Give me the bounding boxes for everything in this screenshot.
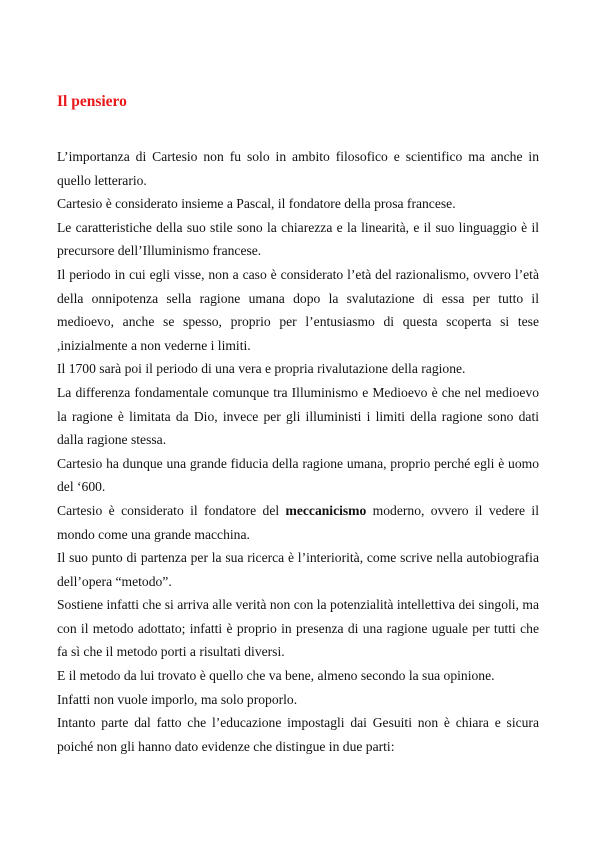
paragraph-5: Il 1700 sarà poi il periodo di una vera e propria rivalutazione della ragione. — [57, 361, 466, 377]
paragraph-9: Il suo punto di partenza per la sua ricerca è l’interiorità, come scrive nella autobiografia dell’opera “metodo”. — [57, 550, 539, 589]
paragraph-2: Cartesio è considerato insieme a Pascal, il fondatore della prosa francese. — [57, 196, 456, 212]
document-body — [57, 145, 539, 758]
paragraph-6: La differenza fondamentale comunque tra Illuminismo e Medioevo è che nel medioevo la ragione è limitata da Dio, invece per gli illuministi i limiti della ragione sono dati dalla ragione stessa. — [57, 384, 539, 448]
paragraph-7: Cartesio ha dunque una grande fiducia della ragione umana, proprio perché egli è uomo del ‘600. — [57, 455, 539, 495]
paragraph-4: Il periodo in cui egli visse, non a caso è considerato l’età del razionalismo, ovvero l’età della onnipotenza sella ragione umana dopo la svalutazione di essa per tutto il medioevo, anche se spesso, proprio per l’entusiasmo di questa scoperta si tese ,inizialmente a non vederne i limiti. — [57, 266, 539, 353]
bold-term-meccanicismo: meccanicismo — [285, 502, 367, 518]
paragraph-8-before: Cartesio è considerato il fondatore del — [57, 502, 286, 518]
page-title: Il pensiero — [57, 93, 127, 110]
paragraph-3: Le caratteristiche della suo stile sono la chiarezza e la linearità, e il suo linguaggio è il precursore dell’Illuminismo francese. — [57, 219, 539, 259]
paragraph-10: Sostiene infatti che si arriva alle verità non con la potenzialità intellettiva dei singoli, ma con il metodo adottato; infatti è proprio in presenza di una ragione uguale per tutti che fa sì che il metodo porti a risultati diversi. — [57, 597, 539, 660]
paragraph-13: Intanto parte dal fatto che l’educazione impostagli dai Gesuiti non è chiara e sicura poiché non gli hanno dato evidenze che distingue in due parti: — [57, 715, 539, 754]
paragraph-11: E il metodo da lui trovato è quello che va bene, almeno secondo la sua opinione. — [57, 668, 495, 684]
paragraph-12: Infatti non vuole imporlo, ma solo proporlo. — [57, 691, 298, 707]
paragraph-8 — [57, 499, 539, 546]
paragraph-1: L’importanza di Cartesio non fu solo in ambito filosofico e scientifico ma anche in quello letterario. — [57, 149, 539, 188]
paragraph-8-after: moderno, ovvero il vedere il mondo come una grande macchina. — [57, 502, 539, 542]
